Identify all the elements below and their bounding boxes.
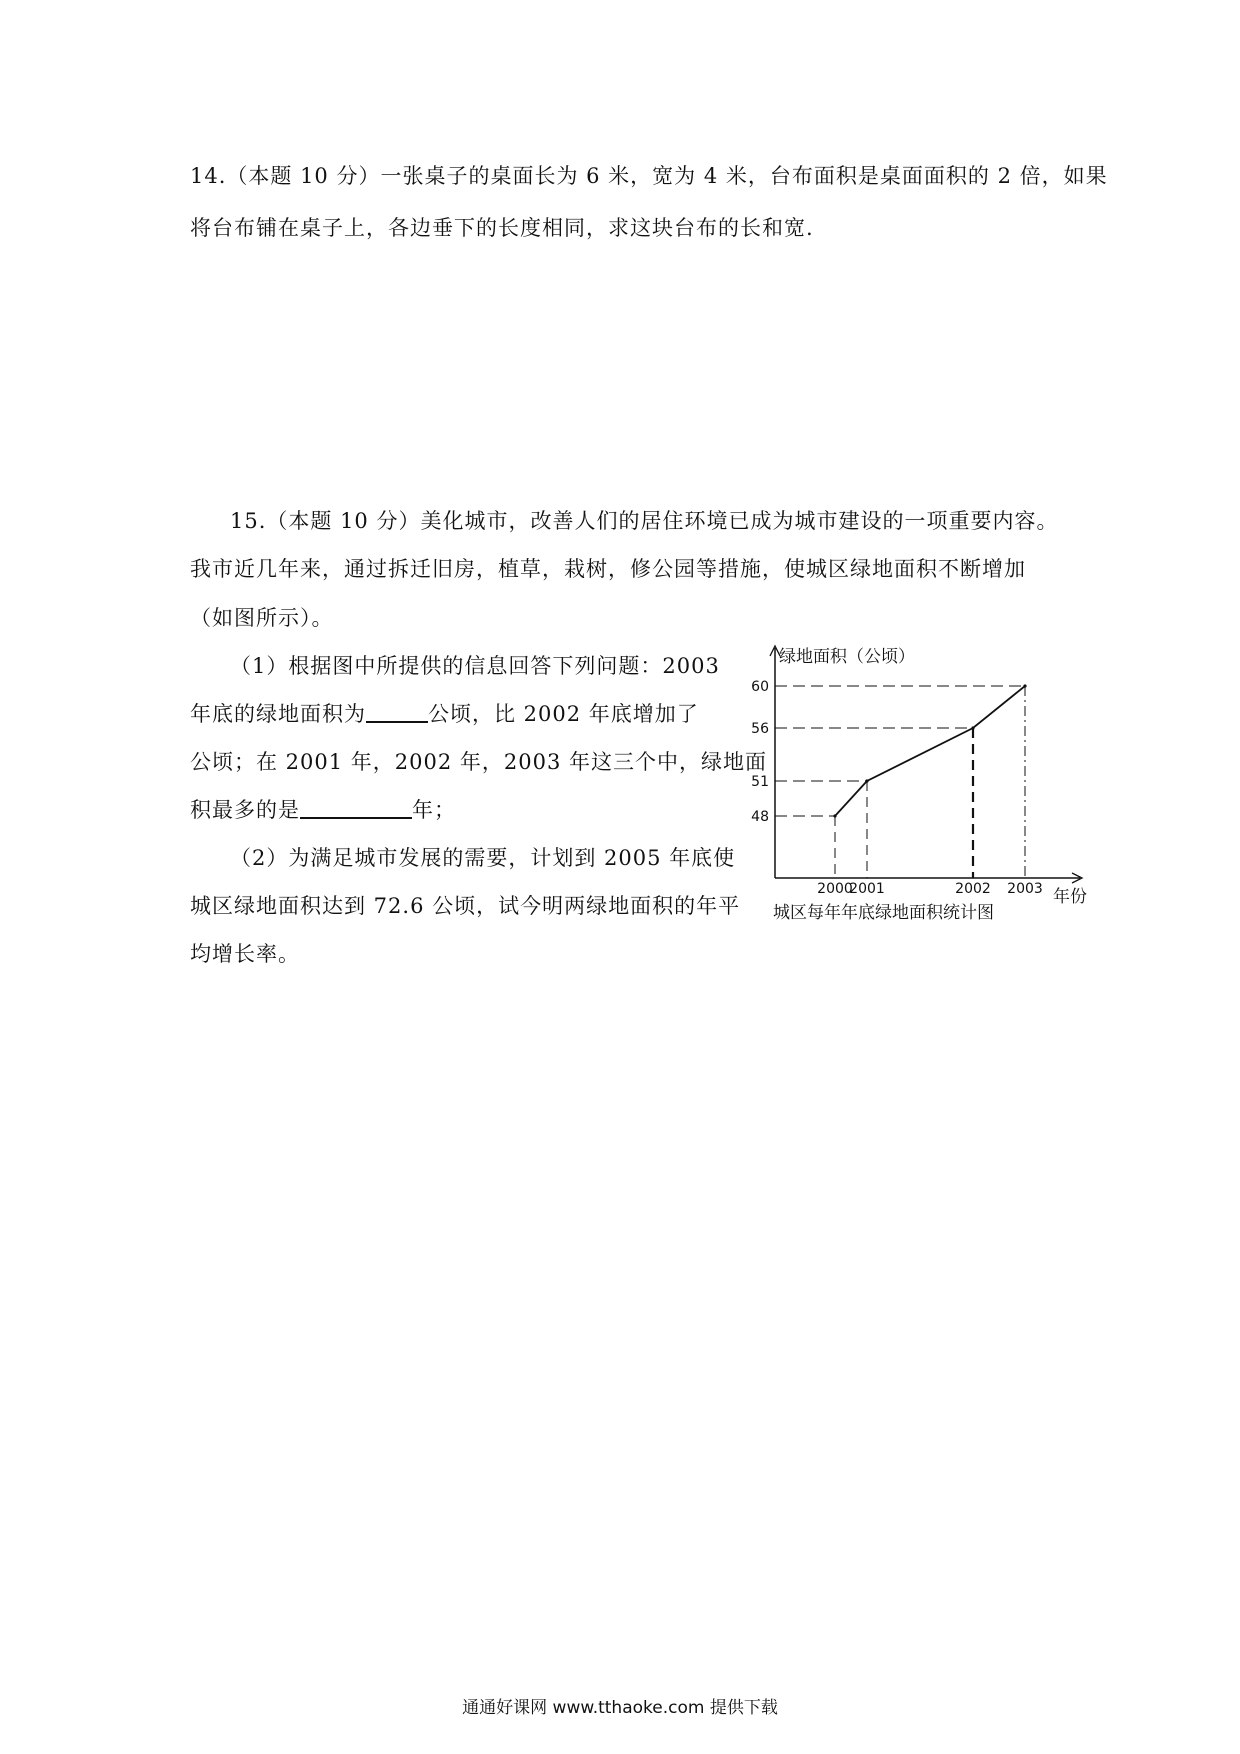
q15-part1-text-b: 公顷，比 2002 年底增加了 bbox=[428, 702, 699, 726]
q15-part1-line-4 bbox=[190, 794, 456, 824]
y-axis-label: 绿地面积（公顷） bbox=[779, 647, 915, 667]
q14-line-2: 将台布铺在桌子上，各边垂下的长度相同，求这块台布的长和宽. bbox=[190, 216, 814, 240]
x-tick-label-2002: 2002 bbox=[955, 881, 991, 897]
x-tick-label-2001: 2001 bbox=[849, 881, 885, 897]
q15-part1-line-2 bbox=[190, 698, 699, 728]
series-line bbox=[835, 686, 1025, 816]
q15-part2-line-3: 均增长率。 bbox=[190, 942, 300, 966]
q15-part2-line-1: （2）为满足城市发展的需要，计划到 2005 年底使 bbox=[230, 846, 736, 870]
y-tick-label-48: 48 bbox=[751, 809, 769, 825]
chart-caption: 城区每年年底绿地面积统计图 bbox=[773, 903, 994, 923]
x-tick-label-2003: 2003 bbox=[1007, 881, 1043, 897]
answer-blank-area[interactable] bbox=[366, 701, 428, 723]
green-area-line-chart bbox=[735, 640, 1095, 940]
q15-part1-line-3: 公顷；在 2001 年，2002 年，2003 年这三个中，绿地面 bbox=[190, 750, 768, 774]
y-tick-label-51: 51 bbox=[751, 774, 769, 790]
x-tick-label-2000: 2000 bbox=[817, 881, 853, 897]
q15-part1-text-a: 年底的绿地面积为 bbox=[190, 702, 366, 726]
q15-line-1: 15.（本题 10 分）美化城市，改善人们的居住环境已成为城市建设的一项重要内容。 bbox=[230, 509, 1059, 533]
q15-part1-text-d: 年； bbox=[412, 798, 456, 822]
q15-part2-line-2: 城区绿地面积达到 72.6 公顷，试今明两绿地面积的年平 bbox=[190, 894, 741, 918]
q15-line-2: 我市近几年来，通过拆迁旧房，植草，栽树，修公园等措施，使城区绿地面积不断增加 bbox=[190, 557, 1026, 581]
y-tick-label-56: 56 bbox=[751, 721, 769, 737]
answer-blank-year[interactable] bbox=[300, 797, 412, 819]
page-footer: 通通好课网 www.tthaoke.com 提供下载 bbox=[462, 1698, 778, 1718]
q15-part1-line-1: （1）根据图中所提供的信息回答下列问题：2003 bbox=[230, 654, 720, 678]
x-axis-label: 年份 bbox=[1053, 887, 1087, 907]
y-tick-label-60: 60 bbox=[751, 679, 769, 695]
q15-line-3: （如图所示）。 bbox=[190, 606, 334, 630]
q15-part1-text-c: 积最多的是 bbox=[190, 798, 300, 822]
q14-line-1: 14.（本题 10 分）一张桌子的桌面长为 6 米，宽为 4 米，台布面积是桌面面积的 2 倍，如果 bbox=[190, 164, 1108, 188]
